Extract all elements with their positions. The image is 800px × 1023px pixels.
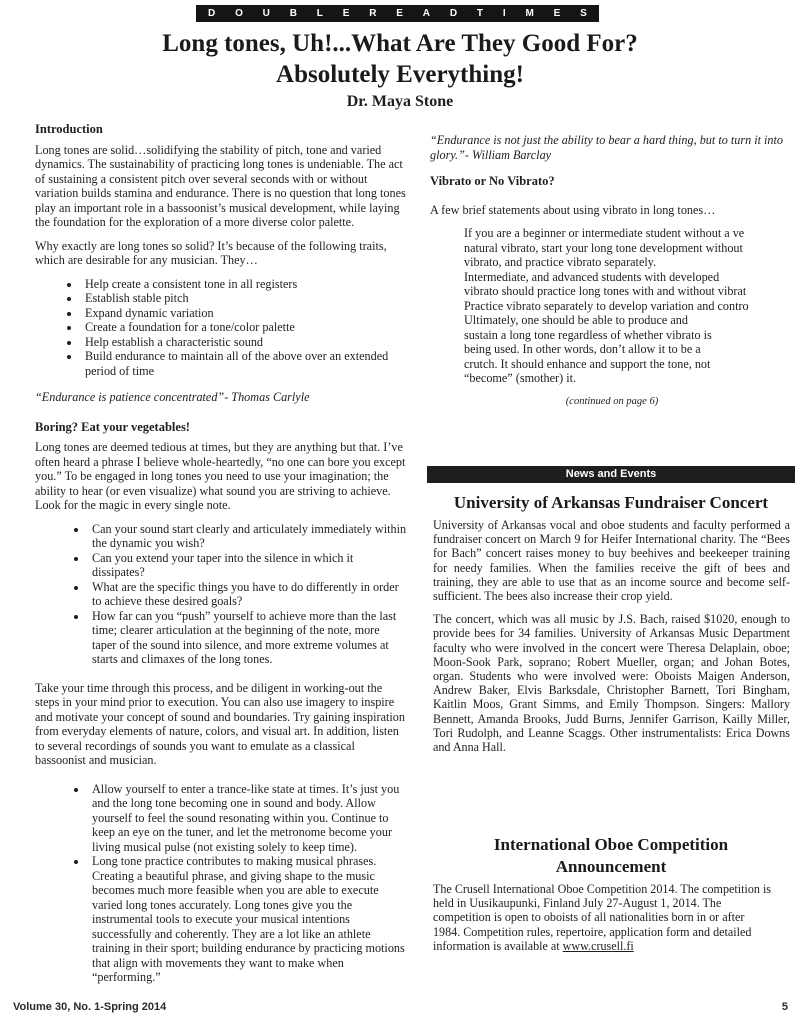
list-item: • Build endurance to maintain all of the above over an extended period of time	[81, 349, 407, 378]
banner-letter: E	[396, 8, 403, 19]
article-title	[100, 28, 700, 90]
vibrato-heading: Vibrato or No Vibrato?	[430, 174, 555, 188]
carlyle-quote: “Endurance is patience concentrated”- Thomas Carlyle	[35, 390, 310, 404]
list-item: • Allow yourself to enter a trance-like state at times. It’s just you and the long tone becoming one in sound and body. Allow yourself to feel the sound resonating within you. Continue to keep an eye on the tuner, and let the metronome become your living musical pulse (not existing solely to keep time).	[88, 782, 407, 855]
banner-letter: D	[208, 8, 216, 19]
banner-letter: B	[289, 8, 297, 19]
banner-letter: I	[502, 8, 506, 19]
vibrato-intro: A few brief statements about using vibrato in long tones…	[430, 202, 716, 217]
article-title-line-2: Absolutely Everything!	[276, 61, 524, 88]
barclay-quote: “Endurance is not just the ability to bear a hard thing, but to turn it into glory.”- William Barclay	[430, 133, 783, 162]
questions-list	[35, 522, 407, 667]
time-paragraph: Take your time through this process, and be diligent in working-out the steps in your mind prior to execution. You can also use imagery to inspire and motivate your concept of sound and boundaries. Try gaining inspiration from everyday elements of nature, colors, and visual art. In addition, listen to several recordings of sounds you want to emulate as a classical bassoonist and musician.	[35, 680, 405, 767]
banner-letter: D	[449, 8, 458, 19]
introduction-heading: Introduction	[35, 122, 103, 136]
traits-list	[35, 277, 407, 379]
uark-concert-article	[433, 518, 790, 763]
list-item: • Intermediate, and advanced students with developed vibrato should practice long tones with and without vibrat	[460, 270, 794, 299]
banner-letter: S	[580, 8, 587, 19]
page-number: 5	[781, 1001, 788, 1013]
list-item: • How far can you “push” yourself to achieve more than the last time; clearer articulation at the beginning of the note, more taper of the sound into silence, and more extreme volumes at starts and climaxes of the long tones.	[88, 609, 407, 667]
banner-letter: T	[476, 8, 484, 19]
volume-info: Volume 30, No. 1-Spring 2014	[13, 1001, 167, 1013]
list-item: • Expand dynamic variation	[81, 306, 407, 321]
tips-list	[35, 782, 407, 985]
publication-banner	[196, 5, 599, 22]
boring-paragraph: Long tones are deemed tedious at times, but they are anything but that. I’ve often heard a phrase I believe whole-heartedly, “no one can bore you except you.” To be engaged in long tones you need to use your imagination; the ability to hear (or even visualize) what sound you are striving to achieve. Look for the magic in every single note.	[35, 440, 406, 512]
list-item: • Ultimately, one should be able to produce and sustain a long tone regardless of whether vibrato is being used. In other words, don’t allow it to be a crutch. It should enhance and support the tone, not “become” (smother) it.	[460, 313, 794, 386]
list-item: • If you are a beginner or intermediate student without a ve natural vibrato, start your long tone development without vibrato, and practice vibrato separately.	[460, 226, 794, 270]
oboe-competition-title: International Oboe Competition Announcement	[493, 835, 729, 876]
continued-note: (continued on page 6)	[565, 395, 659, 407]
list-item: • Can your sound start clearly and articulately immediately within the dynamic you wish?	[88, 522, 407, 551]
vibrato-list	[430, 226, 794, 386]
banner-letter: M	[525, 8, 534, 19]
uark-concert-title: University of Arkansas Fundraiser Concert	[453, 493, 769, 512]
list-item: • Help establish a characteristic sound	[81, 335, 407, 350]
list-item: • Establish stable pitch	[81, 291, 407, 306]
banner-letter: E	[342, 8, 350, 19]
article-author: Dr. Maya Stone	[346, 93, 454, 110]
why-paragraph: Why exactly are long tones so solid? It’s because of the following traits, which are desirable for any musician. They…	[35, 238, 387, 267]
news-events-bar: News and Events	[427, 466, 795, 483]
oboe-competition-paragraph: The Crusell International Oboe Competition 2014. The competition is held in Uusikaupunki, Finland July 27-August 1, 2014. The competition is open to oboists of all nationalities born in or after 1984. Competition rules, repertoire, application form and detailed information is available at	[433, 882, 772, 953]
uark-paragraph-1: University of Arkansas vocal and oboe students and faculty performed a fundraiser concert on March 9 for Heifer International charity. The “Bees for Bach” concert raises money to buy beehives and beekeeper training for needy families. When the families receive the gift of bees and training, they are able to use that as an income source and become self-sufficient. The bees also increase their crop yield.	[433, 518, 790, 604]
list-item: • What are the specific things you have to do differently in order to achieve these desired goals?	[88, 580, 407, 609]
right-column	[430, 133, 794, 409]
banner-letter: U	[262, 8, 270, 19]
list-item: • Help create a consistent tone in all registers	[81, 277, 407, 292]
banner-letter: A	[422, 8, 431, 19]
banner-letter: R	[369, 8, 377, 19]
left-column	[35, 122, 407, 994]
uark-paragraph-2: The concert, which was all music by J.S. Bach, raised $1020, enough to provide bees for 34 families. University of Arkansas Music Department faculty who were involved in the concert were Theresa Delaplain, oboe; Moon-Sook Park, soprano; Robert Mueller, organ; and Johan Botes, organ. Students who were involved were: Oboists Maigen Anderson, Andrew Baker, Elvis Barksdale, Christopher Barnett, Tori Bingham, Kaitlin Moos, Grant Simms, and Emily Thompson. Singers: Mallory Bennett, Amanda Brooks, Judd Burns, Jennifer Garrison, Kailly Miller, Tori Rudolph, and Leanne Scaggs. Other instrumentalists: Erica Downs and Anna Hall.	[433, 612, 790, 755]
banner-letter: O	[235, 8, 243, 19]
page-footer	[13, 1001, 788, 1017]
list-item: • Can you extend your taper into the silence in which it dissipates?	[88, 551, 407, 580]
introduction-paragraph: Long tones are solid…solidifying the stability of pitch, tone and varied dynamics. The sustainability of practicing long tones is undeniable. The act of sustaining a consistent pitch over several seconds with or without variation builds stamina and endurance. There is no question that long tones play an important role in a bassoonist’s musical development, while laying the foundation for the exploration of a more diverse color palette.	[35, 142, 406, 229]
list-item: • Practice vibrato separately to develop variation and contro	[460, 299, 794, 314]
list-item: • Create a foundation for a tone/color palette	[81, 320, 407, 335]
list-item: • Long tone practice contributes to making musical phrases. Creating a beautiful phrase, and giving shape to the music becomes much more feasible when you are able to execute varied long tones accurately. Long tones give you the instrumental tools to execute your musical intentions successfully and coherently. They are a lot like an athlete training in their sport; building endurance by practicing motions that align with movements they want to make when “performing.”	[88, 854, 407, 985]
banner-letter: L	[316, 8, 323, 19]
banner-letter: E	[553, 8, 561, 19]
crusell-link[interactable]: www.crusell.fi	[562, 938, 634, 953]
oboe-competition-article	[433, 882, 773, 953]
article-title-line-1: Long tones, Uh!...What Are They Good For?	[162, 30, 638, 57]
boring-heading: Boring? Eat your vegetables!	[35, 419, 190, 434]
